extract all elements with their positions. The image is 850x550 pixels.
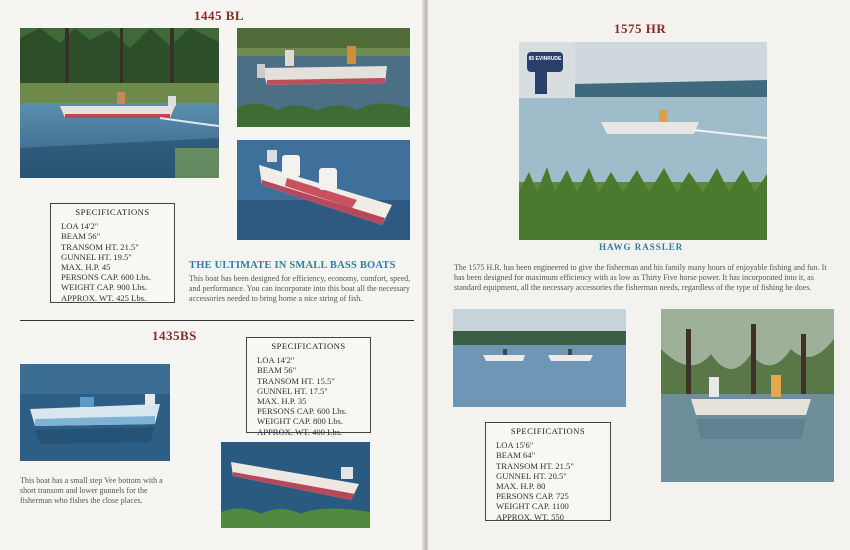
photo-1435bs-side <box>20 364 170 461</box>
spec-max-hp: MAX. H.P. 80 <box>496 481 546 492</box>
specs-heading: SPECIFICATIONS <box>271 341 346 351</box>
spec-gunnel: GUNNEL HT. 19.5" <box>61 251 132 262</box>
photo-1575hr-main <box>519 42 767 240</box>
spec-max-hp: MAX. H.P. 45 <box>61 262 111 273</box>
photo-1445bl-lake-trees <box>20 28 219 178</box>
spec-persons-cap: PERSONS CAP. 725 <box>496 491 569 502</box>
specs-box-1435bs <box>246 337 371 437</box>
description-1445bl: This boat has been designed for efficiency, economy, comfort, speed, and performance. You can incorporate into this boat all the necessary accessories needed to bring home a nice string of fish. <box>189 274 411 303</box>
model-title-1575hr: 1575 HR <box>614 21 667 36</box>
spec-approx-wt: APPROX. WT. 400 Lbs. <box>257 426 343 437</box>
heading-ultimate-bass-boats: THE ULTIMATE IN SMALL BASS BOATS <box>189 260 396 271</box>
spec-beam: BEAM 56" <box>257 365 297 376</box>
spec-beam: BEAM 64" <box>496 450 536 461</box>
spec-loa: LOA 14'2" <box>61 221 99 232</box>
photo-1435bs-top <box>221 442 370 528</box>
photo-1575hr-two-boats <box>453 309 626 407</box>
spec-max-hp: MAX. H.P. 35 <box>257 396 307 407</box>
spec-approx-wt: APPROX. WT. 550 <box>496 511 564 522</box>
photo-1445bl-fishermen <box>237 28 410 127</box>
spec-gunnel: GUNNEL HT. 17.5" <box>257 385 328 396</box>
spec-transom: TRANSOM HT. 21.5" <box>61 241 139 252</box>
model-title-1445bl: 1445 BL <box>194 8 245 23</box>
left-page <box>0 0 424 550</box>
spec-weight-cap: WEIGHT CAP. 1100 <box>496 501 569 512</box>
spec-weight-cap: WEIGHT CAP. 800 Lbs. <box>257 416 344 427</box>
specs-box-1575hr <box>485 422 611 521</box>
spec-persons-cap: PERSONS CAP. 600 Lbs. <box>61 272 152 283</box>
specs-box-1445bl <box>50 203 175 303</box>
spec-transom: TRANSOM HT. 15.5" <box>257 375 335 386</box>
specs-heading: SPECIFICATIONS <box>510 426 586 436</box>
right-page <box>428 0 850 550</box>
description-1575hr: The 1575 H.R. has been engineered to give the fisherman and his family many hours of enjoyable fishing and fun. It has been designed for maximum efficiency with as low as Thirty Five horse power. It has incorporated into it, as standard equipment, all the necessary accessories the fisherman needs, regardless of the type of fishing he does. <box>454 263 827 292</box>
photo-1575hr-fishermen <box>661 309 834 482</box>
specs-heading: SPECIFICATIONS <box>75 207 150 217</box>
spec-approx-wt: APPROX. WT. 425 Lbs. <box>61 292 147 303</box>
photo-1445bl-interior <box>237 140 410 240</box>
spec-loa: LOA 15'6" <box>496 440 534 451</box>
spec-loa: LOA 14'2" <box>257 355 295 366</box>
spec-transom: TRANSOM HT. 21.5" <box>496 460 574 471</box>
subtitle-hawg-rassler: HAWG RASSLER <box>599 242 684 252</box>
motor-label: 85 EVINRUDE <box>528 56 562 62</box>
spec-weight-cap: WEIGHT CAP. 900 Lbs. <box>61 282 148 293</box>
section-divider <box>20 320 414 321</box>
model-title-1435bs: 1435BS <box>152 328 197 343</box>
spec-beam: BEAM 56" <box>61 231 101 242</box>
spec-gunnel: GUNNEL HT. 20.5" <box>496 470 567 481</box>
spec-persons-cap: PERSONS CAP. 600 Lbs. <box>257 406 348 417</box>
description-1435bs: This boat has a small step Vee bottom with a short transom and lower gunnels for the fisherman who fishes the close places. <box>20 476 163 505</box>
